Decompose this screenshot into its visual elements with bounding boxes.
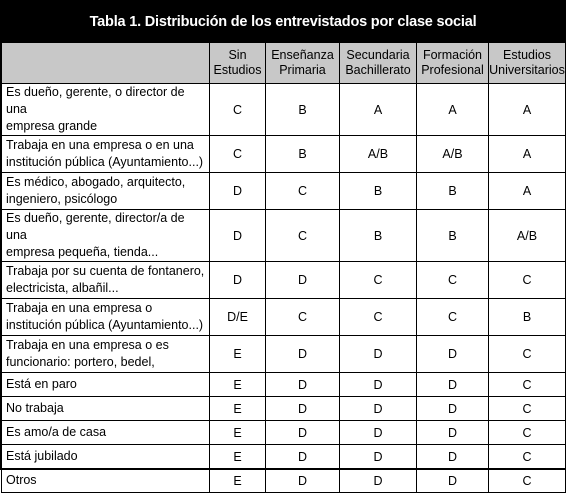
column-header-line: Enseñanza	[271, 48, 334, 62]
row-label-line: Es médico, abogado, arquitecto,	[6, 175, 186, 189]
social-class-table	[1, 42, 566, 493]
cell-value: C	[340, 299, 417, 336]
cell-value: A/B	[340, 136, 417, 173]
cell-value: D	[417, 373, 489, 397]
cell-value: A/B	[489, 210, 566, 262]
column-header-line: Estudios	[503, 48, 551, 62]
cell-value: C	[489, 445, 566, 469]
row-label-line: Trabaja en una empresa o	[6, 301, 153, 315]
cell-value: B	[417, 173, 489, 210]
cell-value: D	[266, 469, 340, 493]
table-row	[2, 136, 566, 173]
table-row	[2, 445, 566, 469]
row-label-line: ingeniero, psicólogo	[6, 192, 118, 206]
row-label-line: Está jubilado	[6, 449, 78, 463]
row-label-line: Está en paro	[6, 377, 77, 391]
column-header-line: Sin	[228, 48, 247, 62]
cell-value: D	[340, 421, 417, 445]
cell-value: C	[489, 469, 566, 493]
row-label-line: No trabaja	[6, 401, 64, 415]
row-label-line: Es dueño, gerente, o director de una	[6, 85, 185, 116]
cell-value: C	[340, 262, 417, 299]
cell-value: A	[417, 84, 489, 136]
cell-value: C	[266, 299, 340, 336]
cell-value: B	[266, 136, 340, 173]
column-header	[417, 43, 489, 84]
row-label	[2, 397, 210, 421]
row-label-line: electricista, albañil...	[6, 281, 119, 295]
cell-value: D	[417, 421, 489, 445]
cell-value: B	[340, 210, 417, 262]
cell-value: D	[266, 445, 340, 469]
cell-value: D	[266, 373, 340, 397]
column-header	[340, 43, 417, 84]
cell-value: D	[340, 397, 417, 421]
cell-value: C	[489, 421, 566, 445]
cell-value: A	[489, 173, 566, 210]
cell-value: D	[417, 336, 489, 373]
column-header	[489, 43, 566, 84]
cell-value: C	[266, 210, 340, 262]
cell-value: E	[210, 397, 266, 421]
column-header	[266, 43, 340, 84]
cell-value: D	[266, 397, 340, 421]
column-header-line: Bachillerato	[345, 63, 411, 77]
row-label	[2, 262, 210, 299]
row-label-line: Trabaja por su cuenta de fontanero,	[6, 264, 205, 278]
row-label	[2, 210, 210, 262]
table-row	[2, 336, 566, 373]
header-row	[2, 43, 566, 84]
row-label	[2, 299, 210, 336]
cell-value: D	[266, 421, 340, 445]
row-label-line: funcionario: portero, bedel,	[6, 355, 155, 369]
cell-value: E	[210, 469, 266, 493]
cell-value: C	[489, 262, 566, 299]
cell-value: D	[340, 336, 417, 373]
row-label-line: institución pública (Ayuntamiento...)	[6, 155, 204, 169]
row-label-line: empresa pequeña, tienda...	[6, 245, 159, 259]
row-label	[2, 136, 210, 173]
cell-value: D	[340, 373, 417, 397]
cell-value: C	[489, 336, 566, 373]
cell-value: C	[417, 299, 489, 336]
cell-value: A	[340, 84, 417, 136]
table-title: Tabla 1. Distribución de los entrevistados por clase social	[1, 1, 565, 42]
cell-value: D	[417, 469, 489, 493]
cell-value: E	[210, 445, 266, 469]
row-label-line: Trabaja en una empresa o es	[6, 338, 169, 352]
cell-value: C	[266, 173, 340, 210]
table-row	[2, 373, 566, 397]
cell-value: C	[489, 373, 566, 397]
cell-value: D	[210, 210, 266, 262]
row-label-line: Trabaja en una empresa o en una	[6, 138, 194, 152]
cell-value: B	[340, 173, 417, 210]
row-label-line: empresa grande	[6, 119, 98, 133]
table-row	[2, 299, 566, 336]
cell-value: C	[210, 84, 266, 136]
row-label-line: Es amo/a de casa	[6, 425, 107, 439]
row-label-line: institución pública (Ayuntamiento...)	[6, 318, 204, 332]
cell-value: C	[489, 397, 566, 421]
cell-value: B	[266, 84, 340, 136]
table-row	[2, 173, 566, 210]
row-label	[2, 173, 210, 210]
table-row	[2, 262, 566, 299]
column-header-line: Formación	[422, 48, 483, 62]
cell-value: D	[340, 445, 417, 469]
cell-value: D	[210, 262, 266, 299]
cell-value: D	[417, 445, 489, 469]
cell-value: A	[489, 84, 566, 136]
cell-value: B	[417, 210, 489, 262]
row-label-line: Otros	[6, 473, 37, 487]
cell-value: D	[340, 469, 417, 493]
cell-value: D	[417, 397, 489, 421]
row-label	[2, 373, 210, 397]
cell-value: B	[489, 299, 566, 336]
cell-value: D	[266, 262, 340, 299]
table-row	[2, 210, 566, 262]
cell-value: E	[210, 421, 266, 445]
row-label	[2, 336, 210, 373]
table-row	[2, 421, 566, 445]
table-row	[2, 84, 566, 136]
cell-value: A	[489, 136, 566, 173]
cell-value: D	[266, 336, 340, 373]
column-header-line: Primaria	[279, 63, 326, 77]
column-header-line: Estudios	[213, 63, 262, 77]
cell-value: D/E	[210, 299, 266, 336]
column-header-line: Secundaria	[346, 48, 410, 62]
row-label	[2, 445, 210, 469]
header-corner	[2, 43, 210, 84]
column-header-line: Profesional	[421, 63, 484, 77]
cell-value: E	[210, 336, 266, 373]
row-label	[2, 84, 210, 136]
row-label	[2, 469, 210, 493]
cell-value: C	[417, 262, 489, 299]
column-header-line: Universitarios	[489, 63, 565, 77]
table-row	[2, 397, 566, 421]
cell-value: E	[210, 373, 266, 397]
cell-value: A/B	[417, 136, 489, 173]
cell-value: D	[210, 173, 266, 210]
table-row	[2, 469, 566, 493]
cell-value: C	[210, 136, 266, 173]
row-label-line: Es dueño, gerente, director/a de una	[6, 211, 185, 242]
column-header	[210, 43, 266, 84]
row-label	[2, 421, 210, 445]
